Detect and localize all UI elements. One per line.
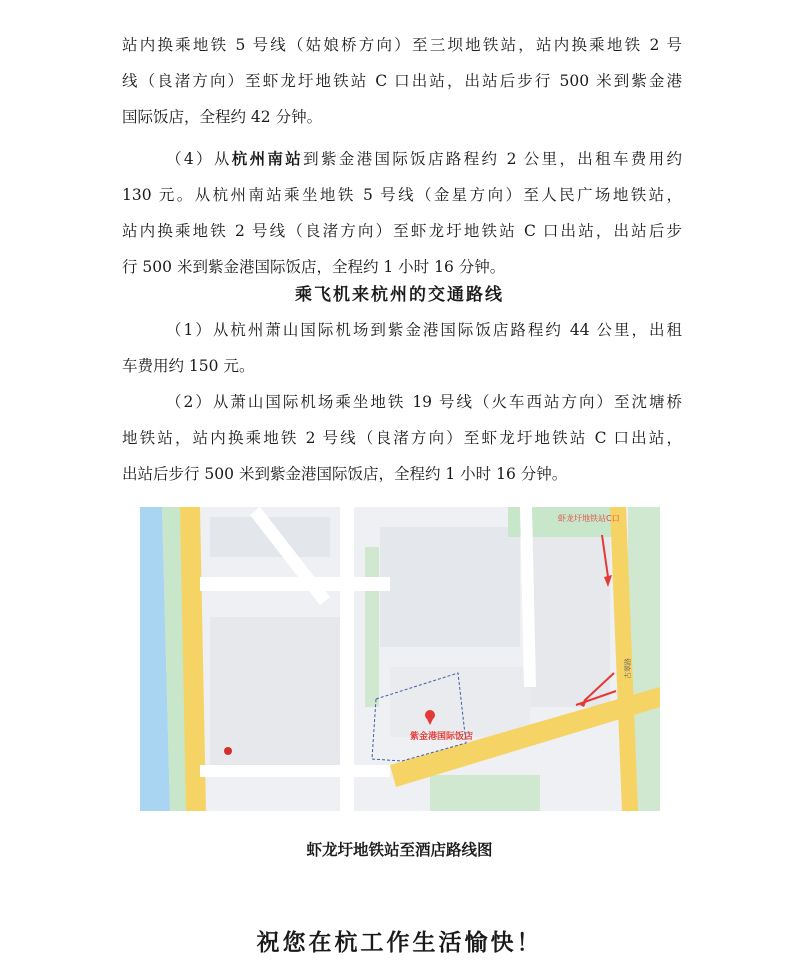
text-line: 行 500 米到紫金港国际饭店，全程约 1 小时 16 分钟。	[122, 258, 506, 276]
text-line	[122, 141, 682, 177]
text-line: 线（良渚方向）至虾龙圩地铁站 C 口出站，出站后步行 500 米到紫金港	[122, 72, 682, 90]
text-line: （1）从杭州萧山国际机场到紫金港国际饭店路程约 44 公里，出租	[166, 321, 682, 339]
park	[430, 775, 540, 811]
metro-exit-label: 虾龙圩地铁站C口	[558, 514, 620, 523]
text-line: 地铁站，站内换乘地铁 2 号线（良渚方向）至虾龙圩地铁站 C 口出站，	[122, 429, 682, 447]
text-fragment: （4）从	[166, 150, 232, 168]
road-minor	[200, 765, 390, 777]
city-block	[530, 537, 610, 707]
text-line: 出站后步行 500 米到紫金港国际饭店，全程约 1 小时 16 分钟。	[122, 465, 568, 483]
city-block	[210, 617, 350, 767]
map-caption: 虾龙圩地铁站至酒店路线图	[306, 840, 493, 859]
hotel-label: 紫金港国际饭店	[410, 732, 474, 742]
text-line: 车费用约 150 元。	[122, 357, 255, 375]
text-line: （2）从萧山国际机场乘坐地铁 19 号线（火车西站方向）至沈塘桥	[166, 393, 682, 411]
paragraph-route-continuation	[122, 27, 682, 135]
text-line: 130 元。从杭州南站乘坐地铁 5 号线（金星方向）至人民广场地铁站，	[122, 186, 682, 204]
road-minor	[200, 577, 390, 591]
city-block	[390, 667, 530, 737]
text-fragment: 到紫金港国际饭店路程约 2 公里，出租车费用约	[303, 150, 682, 168]
closing-greeting: 祝您在杭工作生活愉快！	[256, 929, 543, 956]
poi-marker-icon	[224, 747, 232, 755]
road-label: 古翠路	[624, 658, 632, 679]
paragraph-airport-metro	[122, 384, 682, 492]
text-line: 站内换乘地铁 5 号线（姑娘桥方向）至三坝地铁站，站内换乘地铁 2 号	[122, 36, 682, 54]
section-heading: 乘飞机来杭州的交通路线	[295, 285, 504, 305]
city-block	[380, 527, 520, 647]
paragraph-airport-taxi	[122, 312, 682, 384]
route-map	[140, 507, 660, 811]
text-line: 国际饭店，全程约 42 分钟。	[122, 108, 323, 126]
park	[365, 547, 379, 707]
station-name-bold: 杭州南站	[231, 149, 304, 168]
text-line: 站内换乘地铁 2 号线（良渚方向）至虾龙圩地铁站 C 口出站，出站后步	[122, 222, 682, 240]
paragraph-hangzhou-south	[122, 141, 682, 285]
route-map-svg	[140, 507, 660, 811]
